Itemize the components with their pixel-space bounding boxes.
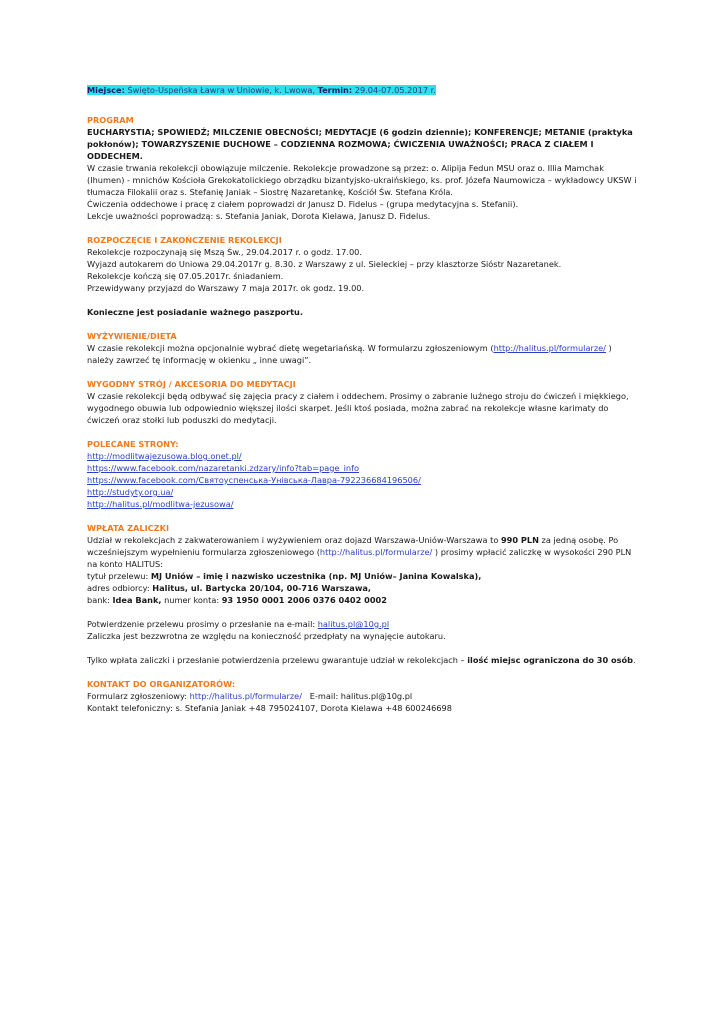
account-number: 93 1950 0001 2006 0376 0402 0002 bbox=[221, 595, 387, 605]
program-title: PROGRAM bbox=[87, 115, 134, 125]
payment-text-2: za jedną osobę. Po wcześniejszym wypełnieniu formularza zgłoszeniowego ( bbox=[87, 535, 619, 557]
bank-name: Idea Bank, bbox=[112, 595, 162, 605]
schedule-line-2: Wyjazd autokarem do Uniowa 29.04.2017r g. 8.30. z Warszawy z ul. Sieleckiej – przy klasztorze Sióstr Nazaretanek. bbox=[87, 259, 562, 269]
recipient-line bbox=[87, 582, 639, 594]
diet-text bbox=[87, 342, 639, 366]
contact-form-link[interactable]: http://halitus.pl/formularze/ bbox=[189, 691, 302, 701]
site-link-2[interactable]: https://www.facebook.com/nazaretanki.zdzary/info?tab=page_info bbox=[87, 463, 359, 473]
contact-title: KONTAKT DO ORGANIZATORÓW: bbox=[87, 679, 236, 689]
diet-form-link[interactable]: http://halitus.pl/formularze/ bbox=[493, 343, 606, 353]
site-link-4[interactable]: http://studyty.org.ua/ bbox=[87, 487, 174, 497]
diet-text-before: W czasie rekolekcji można opcjonalnie wybrać dietę wegetariańską. W formularzu zgłoszeniowym ( bbox=[87, 343, 494, 353]
contact-phone-line: Kontakt telefoniczny: s. Stefania Janiak +48 795024107, Dorota Kielawa +48 600246698 bbox=[87, 703, 452, 713]
recipient-address: , ul. Bartycka 20/104, 00-716 Warszawa, bbox=[184, 583, 372, 593]
transfer-title-line bbox=[87, 570, 639, 582]
confirmation-text: Potwierdzenie przelewu prosimy o przesłanie na e-mail: bbox=[87, 619, 318, 629]
account-label: numer konta: bbox=[161, 595, 222, 605]
confirmation-line bbox=[87, 618, 639, 630]
transfer-title-label: tytuł przelewu: bbox=[87, 571, 151, 581]
diet-text-after: ) należy zawrzeć tę informację w okienku „ inne uwagi”. bbox=[87, 343, 612, 365]
clothing-text: W czasie rekolekcji będą odbywać się zajęcia pracy z ciałem i oddechem. Prosimy o zabranie luźnego stroju do ćwiczeń i miękkiego, wygodnego obuwia lub odpowiednio większej ilości skarpet. Jeśli ktoś posiada, można zabrać na rekolekcje własne karimaty do ćwiczeń oraz stołki lub poduszki do medytacji. bbox=[87, 391, 629, 425]
site-link-5[interactable]: http://halitus.pl/modlitwa-jezusowa/ bbox=[87, 499, 234, 509]
guarantee-line bbox=[87, 654, 639, 666]
bank-label: bank: bbox=[87, 595, 113, 605]
guarantee-text: Tylko wpłata zaliczki i przesłanie potwierdzenia przelewu gwarantuje udział w rekolekcjach – bbox=[87, 655, 468, 665]
payment-amount: 990 PLN bbox=[500, 535, 539, 545]
schedule-line-3: Rekolekcje kończą się 07.05.2017r. śniadaniem. bbox=[87, 271, 284, 281]
guarantee-limit: ilość miejsc ograniczona do 30 osób bbox=[467, 655, 634, 665]
program-para-3: Lekcje uważności poprowadzą: s. Stefania Janiak, Dorota Kielawa, Janusz D. Fidelus. bbox=[87, 211, 431, 221]
schedule-title: ROZPOCZĘCIE I ZAKOŃCZENIE REKOLEKCJI bbox=[87, 235, 282, 245]
site-link-3[interactable]: https://www.facebook.com/Святоуспенська-Унівська-Лавра-792236684196506/ bbox=[87, 475, 421, 485]
nonrefund-line: Zaliczka jest bezzwrotna ze względu na konieczność przedpłaty na wynajęcie autokaru. bbox=[87, 631, 446, 641]
schedule-line-4: Przewidywany przyjazd do Warszawy 7 maja 2017r. ok godz. 19.00. bbox=[87, 283, 365, 293]
payment-para bbox=[87, 534, 639, 570]
confirmation-email-link[interactable]: halitus.pl@10g.pl bbox=[317, 619, 390, 629]
contact-form-line bbox=[87, 690, 639, 702]
contact-form-label: Formularz zgłoszeniowy: bbox=[87, 691, 190, 701]
sites-title: POLECANE STRONY: bbox=[87, 439, 179, 449]
contact-email: E-mail: halitus.pl@10g.pl bbox=[301, 691, 413, 701]
schedule-line-1: Rekolekcje rozpoczynają się Mszą Św., 29.04.2017 r. o godz. 17.00. bbox=[87, 247, 362, 257]
header-highlight bbox=[87, 85, 436, 95]
guarantee-end: . bbox=[633, 655, 636, 665]
payment-text-3: ) prosimy wpłacić zaliczkę w wysokości 290 PLN na konto HALITUS: bbox=[87, 547, 632, 569]
recipient-label: adres odbiorcy: bbox=[87, 583, 153, 593]
site-link-1[interactable]: http://modlitwajezusowa.blog.onet.pl/ bbox=[87, 451, 242, 461]
diet-title: WYŻYWIENIE/DIETA bbox=[87, 331, 177, 341]
passport-notice: Konieczne jest posiadanie ważnego paszportu. bbox=[87, 307, 303, 317]
payment-text-1: Udział w rekolekcjach z zakwaterowaniem i wyżywieniem oraz dojazd Warszawa-Uniów-Warszawa to bbox=[87, 535, 501, 545]
clothing-title: WYGODNY STRÓJ / AKCESORIA DO MEDYTACJI bbox=[87, 379, 296, 389]
recipient-name: Halitus bbox=[152, 583, 185, 593]
payment-form-link[interactable]: http://halitus.pl/formularze/ bbox=[319, 547, 433, 557]
place-label: Miejsce: bbox=[87, 85, 125, 95]
program-para-2: Ćwiczenia oddechowe i pracę z ciałem poprowadzi dr Janusz D. Fidelus – (grupa medytacyjna s. Stefanii). bbox=[87, 199, 519, 209]
term-label: Termin: bbox=[317, 85, 353, 95]
program-para-1: W czasie trwania rekolekcji obowiązuje milczenie. Rekolekcje prowadzone są przez: o. Alipija Fedun MSU oraz o. Illia Mamchak (Ihumen) - mnichów Kościoła Grekokatolickiego obrządku bizantyjsko-ukraińskiego, ks. prof. Józefa Naumowicza – wykładowcy UKSW i tłumacza Filokalii oraz s. Stefanię Janiak – Siostrę Nazaretankę, Kościół Św. Stefana Króla. bbox=[87, 163, 637, 197]
place-value: Święto-Uspeńska Ławra w Uniowie, k. Lwowa, bbox=[127, 85, 315, 95]
document-page bbox=[87, 84, 639, 714]
payment-title: WPŁATA ZALICZKI bbox=[87, 523, 169, 533]
header-line bbox=[87, 84, 639, 96]
program-summary: EUCHARYSTIA; SPOWIEDŹ; MILCZENIE OBECNOŚCI; MEDYTACJE (6 godzin dziennie); KONFERENCJE; METANIE (praktyka pokłonów); TOWARZYSZENIE DUCHOWE – CODZIENNA ROZMOWA; ĆWICZENIA UWAŻNOŚCI; PRACA Z CIAŁEM I ODDECHEM. bbox=[87, 127, 633, 161]
transfer-title-value: MJ Uniów – imię i nazwisko uczestnika (np. MJ Uniów– Janina Kowalska), bbox=[150, 571, 482, 581]
bank-line bbox=[87, 594, 639, 606]
term-value: 29.04-07.05.2017 r. bbox=[354, 85, 436, 95]
